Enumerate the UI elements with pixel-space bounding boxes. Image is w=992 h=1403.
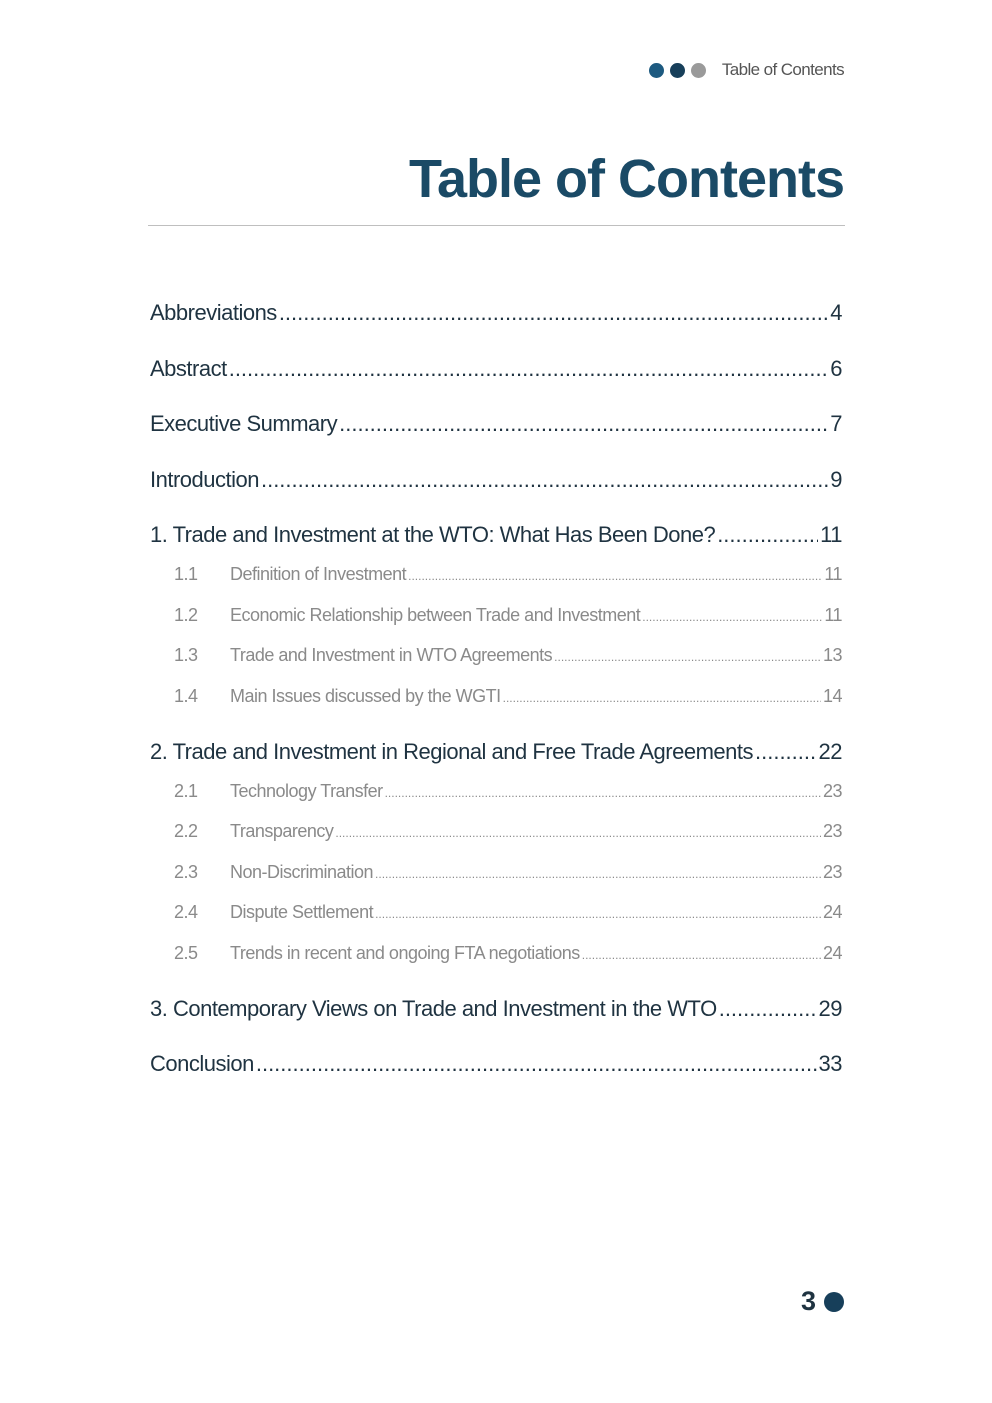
entry-page-number: 11 — [824, 564, 842, 584]
dot-leader — [554, 650, 821, 664]
entry-number: 1.3 — [174, 645, 198, 665]
dot-leader — [755, 739, 817, 765]
dot-leader — [385, 786, 821, 800]
toc-entry[interactable] — [150, 1051, 842, 1107]
entry-number: 2.1 — [174, 780, 198, 801]
entry-page-number: 14 — [822, 685, 842, 706]
entry-title: Technology Transfer — [230, 780, 383, 801]
entry-page-number: 23 — [822, 861, 842, 882]
dot-leader — [582, 948, 821, 962]
toc-entry[interactable] — [150, 411, 842, 467]
header-dot-3 — [691, 63, 706, 78]
dot-leader — [642, 610, 822, 624]
toc-subentry[interactable] — [150, 821, 842, 862]
entry-page-number: 24 — [822, 902, 842, 922]
dot-leader — [408, 569, 822, 583]
dot-leader — [256, 1051, 817, 1077]
entry-number: 2.5 — [174, 942, 198, 963]
toc-subentry[interactable] — [150, 645, 842, 686]
entry-title: 3. Contemporary Views on Trade and Investment in the WTO — [150, 995, 717, 1021]
entry-number: 2.2 — [174, 821, 198, 841]
entry-title: Executive Summary — [150, 411, 338, 436]
dot-leader — [375, 867, 821, 881]
dot-leader — [719, 996, 817, 1022]
table-of-contents — [150, 300, 842, 1107]
entry-page-number: 4 — [830, 300, 842, 325]
entry-page-number: 33 — [818, 1051, 842, 1076]
entry-number: 1.1 — [174, 564, 198, 584]
entry-number: 2.3 — [174, 861, 198, 882]
dot-leader — [503, 691, 821, 705]
entry-title: Main Issues discussed by the WGTI — [230, 685, 501, 706]
entry-title: Abstract — [150, 355, 227, 381]
toc-entry[interactable] — [150, 996, 842, 1052]
entry-page-number: 24 — [822, 942, 842, 963]
toc-subentry[interactable] — [150, 943, 842, 996]
entry-title: 2. Trade and Investment in Regional and Free Trade Agreements — [150, 738, 753, 764]
running-header — [649, 60, 844, 80]
dot-leader — [717, 522, 818, 548]
entry-page-number: 11 — [820, 522, 842, 547]
entry-page-number: 13 — [822, 645, 842, 665]
entry-title: Introduction — [150, 466, 259, 492]
dot-leader — [335, 826, 821, 840]
entry-title: Dispute Settlement — [230, 902, 374, 922]
dot-leader — [261, 467, 828, 493]
entry-page-number: 22 — [818, 738, 842, 764]
entry-page-number: 7 — [830, 411, 842, 436]
toc-entry[interactable] — [150, 522, 842, 564]
entry-page-number: 23 — [822, 780, 842, 801]
entry-page-number: 23 — [822, 821, 842, 841]
toc-entry[interactable] — [150, 467, 842, 523]
entry-title: Conclusion — [150, 1051, 254, 1076]
toc-subentry[interactable] — [150, 902, 842, 943]
entry-number: 2.4 — [174, 902, 198, 922]
toc-entry[interactable] — [150, 739, 842, 781]
toc-subentry[interactable] — [150, 564, 842, 605]
toc-entry[interactable] — [150, 356, 842, 412]
entry-page-number: 11 — [824, 604, 842, 625]
entry-title: Trends in recent and ongoing FTA negotiations — [230, 942, 580, 963]
title-divider — [148, 225, 845, 226]
toc-subentry[interactable] — [150, 862, 842, 903]
footer-dot — [824, 1292, 844, 1312]
dot-leader — [229, 356, 829, 382]
dot-leader — [279, 300, 828, 326]
entry-title: Economic Relationship between Trade and Investment — [230, 604, 641, 625]
entry-title: Abbreviations — [150, 300, 277, 325]
entry-title: 1. Trade and Investment at the WTO: What Has Been Done? — [150, 522, 716, 547]
entry-title: Non-Discrimination — [230, 861, 374, 882]
toc-subentry[interactable] — [150, 686, 842, 739]
page-title: Table of Contents — [409, 149, 844, 209]
toc-subentry[interactable] — [150, 605, 842, 646]
entry-number: 1.2 — [174, 604, 198, 625]
entry-number: 1.4 — [174, 685, 198, 706]
entry-title: Trade and Investment in WTO Agreements — [230, 645, 553, 665]
entry-title: Transparency — [230, 821, 334, 841]
header-dot-2 — [670, 63, 685, 78]
toc-entry[interactable] — [150, 300, 842, 356]
entry-page-number: 29 — [818, 995, 842, 1021]
toc-subentry[interactable] — [150, 781, 842, 822]
entry-page-number: 9 — [830, 466, 842, 492]
header-label: Table of Contents — [721, 60, 844, 79]
page-number: 3 — [800, 1286, 816, 1316]
page-footer — [801, 1286, 844, 1317]
dot-leader — [375, 907, 821, 921]
dot-leader — [339, 411, 828, 437]
entry-title: Definition of Investment — [230, 564, 407, 584]
entry-page-number: 6 — [830, 355, 842, 381]
header-dot-1 — [649, 63, 664, 78]
